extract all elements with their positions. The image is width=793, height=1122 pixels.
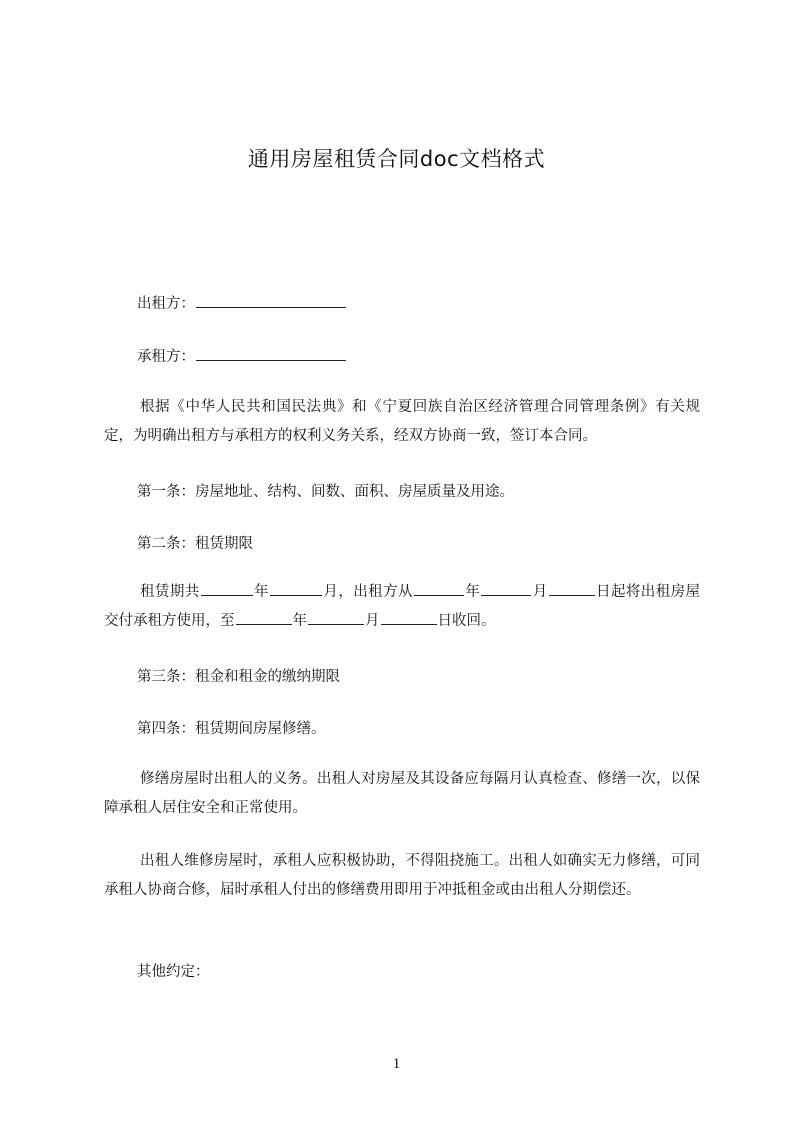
term-years-blank[interactable] <box>201 581 253 596</box>
article-4: 第四条：租赁期间房屋修缮。 <box>137 721 326 737</box>
term-text-1: 租赁期共 <box>140 584 200 600</box>
end-day-blank[interactable] <box>381 610 437 625</box>
lease-term-paragraph <box>104 578 700 636</box>
repair-paragraph-2: 出租人维修房屋时，承租人应积极协助，不得阻挠施工。出租人如确实无力修缮，可同承租人协商合修，届时承租人付出的修缮费用即用于冲抵租金或由出租人分期偿还。 <box>104 853 700 898</box>
article-1: 第一条：房屋地址、结构、间数、面积、房屋质量及用途。 <box>137 484 514 500</box>
repair-paragraph-1: 修缮房屋时出租人的义务。出租人对房屋及其设备应每隔月认真检查、修缮一次，以保障承租人居住安全和正常使用。 <box>104 771 700 816</box>
lessee-blank[interactable] <box>196 346 346 361</box>
term-text-7: 年 <box>292 613 307 629</box>
document-title: 通用房屋租赁合同doc文档格式 <box>247 147 546 171</box>
term-text-6: 日起将出租房屋交付承租方使用，至 <box>104 584 701 629</box>
start-month-blank[interactable] <box>481 581 531 596</box>
lessor-blank[interactable] <box>196 293 346 308</box>
lessee-label: 承租方： <box>137 349 195 365</box>
lessor-label: 出租方： <box>137 296 195 312</box>
term-text-2: 年 <box>253 584 270 600</box>
term-text-4: 年 <box>464 584 481 600</box>
start-day-blank[interactable] <box>549 581 595 596</box>
term-text-3: 月，出租方从 <box>323 584 413 600</box>
article-3: 第三条：租金和租金的缴纳期限 <box>137 669 340 685</box>
end-month-blank[interactable] <box>308 610 364 625</box>
term-text-9: 日收回。 <box>437 613 496 629</box>
intro-paragraph: 根据《中华人民共和国民法典》和《宁夏回族自治区经济管理合同管理条例》有关规定，为明确出租方与承租方的权利义务关系，经双方协商一致，签订本合同。 <box>104 399 700 444</box>
lessee-line <box>137 345 347 366</box>
start-year-blank[interactable] <box>414 581 464 596</box>
term-text-5: 月 <box>532 584 548 600</box>
term-text-8: 月 <box>365 613 380 629</box>
end-year-blank[interactable] <box>236 610 292 625</box>
lessor-line <box>137 292 347 313</box>
other-agreements: 其他约定： <box>137 964 210 980</box>
term-months-blank[interactable] <box>270 581 322 596</box>
article-2: 第二条：租赁期限 <box>137 536 253 552</box>
page-number: 1 <box>392 1056 401 1072</box>
